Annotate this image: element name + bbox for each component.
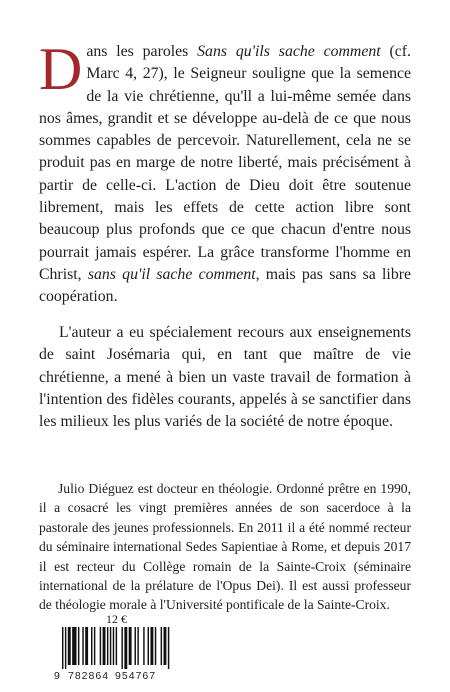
barcode-bar <box>148 627 149 665</box>
summary-text-3: , mais pas sans sa libre coopération. <box>39 265 411 306</box>
barcode-bar <box>164 627 167 665</box>
barcode-bar <box>68 627 71 665</box>
barcode-bar <box>121 627 122 669</box>
barcode-bar <box>161 627 162 665</box>
barcode-bar <box>65 627 66 669</box>
barcode-bar <box>103 627 106 665</box>
barcode-number <box>54 670 156 682</box>
barcode-bar <box>72 627 76 665</box>
barcode-bar <box>62 627 63 669</box>
summary-italic-title: Sans qu'ils sache comment <box>197 43 381 60</box>
barcode-digits-group2: 954767 <box>115 670 157 682</box>
barcode-bar <box>91 627 92 665</box>
barcode-bar <box>85 627 88 665</box>
barcode-bar <box>129 627 132 665</box>
barcode-bar <box>135 627 136 665</box>
barcode-bar <box>107 627 108 665</box>
paragraph-author-approach: L'auteur a eu spécialement recours aux enseignements de saint Josémaria qui, en tant que maître de vie chrétienne, a mené à bien un vaste travail de formation à l'intention des fidèles courants, appelés à se sanctifier dans les milieux les plus variés de la société de notre époque. <box>39 324 411 431</box>
barcode-bar <box>100 627 101 665</box>
barcode-bar <box>110 627 111 665</box>
barcode-bar <box>143 627 144 665</box>
barcode-bar <box>124 627 127 669</box>
barcode-bar <box>150 627 153 665</box>
barcode-bar <box>82 627 83 665</box>
barcode-bar <box>116 627 117 665</box>
summary-text-2: (cf. Marc 4, 27), le Seigneur souligne que la semence de la vie chrétienne, qu'll a lui-même semée dans nos âmes, grandit et se développe au-delà de ce que nous sommes capables de percevoir. Naturellement, cela ne se produit pas en marge de notre liberté, mais précisément à partir de celle-ci. L'action de Dieu doit être soutenue librement, mais les effets de cette action libre sont beaucoup plus profonds que ce que chacun d'entre nous pourrait jamais espérer. La grâce transforme l'homme en Christ, <box>39 43 411 283</box>
price-label: 12 € <box>106 612 127 626</box>
barcode-bar <box>137 627 138 665</box>
barcode-digit-lead: 9 <box>54 670 61 682</box>
barcode-bar <box>155 627 156 665</box>
barcode-bar <box>168 627 169 669</box>
barcode <box>58 627 218 669</box>
drop-cap: D <box>39 36 83 102</box>
paragraph-summary <box>39 36 411 309</box>
author-bio: Julio Diéguez est docteur en théologie. Ordonné prêtre en 1990, il a cosacré les vingt premières années de son sacerdoce à la pastorale des jeunes professionnels. En 2011 il a été nommé recteur du séminaire international Sedes Sapientiae à Rome, et depuis 2017 il est recteur du Collège romain de la Sainte-Croix (séminaire international de la prélature de l'Opus Dei). Il est aussi professeur de théologie morale à l'Université pontificale de la Sainte-Croix. <box>39 481 411 613</box>
barcode-digits-group1: 782864 <box>68 670 110 682</box>
barcode-bar <box>94 627 95 665</box>
barcode-bar <box>78 627 79 665</box>
summary-italic-phrase: sans qu'il sache comment <box>87 265 256 283</box>
barcode-bar <box>113 627 114 665</box>
summary-text-1: ans les paroles <box>86 43 198 60</box>
